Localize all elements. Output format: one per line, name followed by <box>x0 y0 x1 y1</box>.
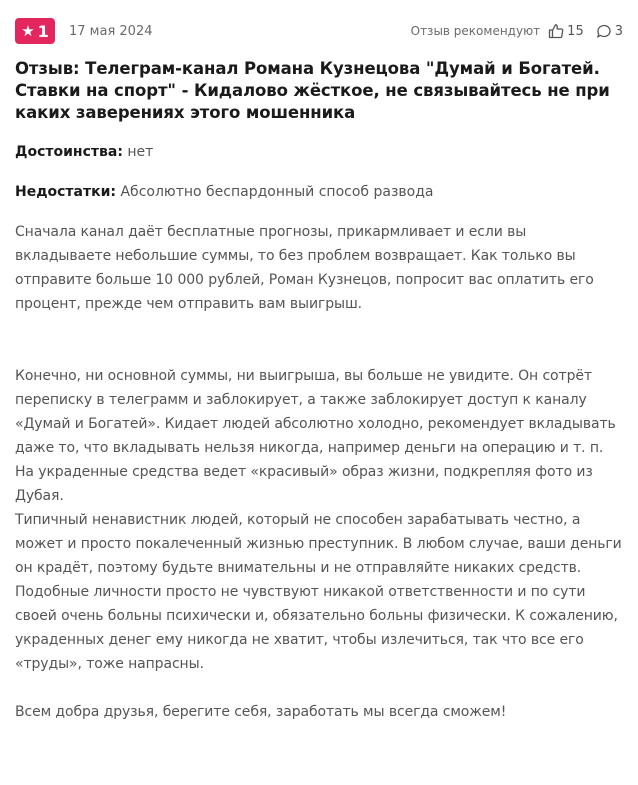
review-paragraph: Сначала канал даёт бесплатные прогнозы, прикармливает и если вы вкладываете небольшие суммы, то без проблем возвращает. Как только вы отправите больше 10 000 рублей, Роман Кузнецов, попросит вас оплатить его процент, прежде чем отправить вам выигрыш. <box>15 224 594 312</box>
pros-section <box>15 142 623 162</box>
pros-value: нет <box>127 144 154 160</box>
recommend-label: Отзыв рекомендуют <box>410 24 541 38</box>
review-card <box>15 18 623 724</box>
review-date: 17 мая 2024 <box>69 23 153 39</box>
comments-button[interactable] <box>596 23 623 39</box>
comments-count: 3 <box>614 23 623 39</box>
like-button[interactable] <box>548 23 584 39</box>
pros-label: Достоинства: <box>15 144 123 160</box>
review-body <box>15 220 623 724</box>
cons-value: Абсолютно беспардонный способ развода <box>120 184 434 200</box>
star-icon: ★ <box>21 21 35 40</box>
review-actions <box>411 23 623 39</box>
rating-value: 1 <box>37 21 49 41</box>
comment-icon <box>596 23 612 39</box>
rating-badge <box>15 18 55 44</box>
review-paragraph: Всем добра друзья, берегите себя, заработать мы всегда сможем! <box>15 704 507 720</box>
review-header <box>15 18 623 44</box>
review-paragraph: На украденные средства ведет «красивый» образ жизни, подкрепляя фото из Дубая. <box>15 464 593 504</box>
likes-count: 15 <box>567 23 584 39</box>
review-title: Отзыв: Телеграм-канал Романа Кузнецова "Думай и Богатей. Ставки на спорт" - Кидалово жёсткое, не связывайтесь не при каких заверениях этого мошенника <box>15 59 610 122</box>
review-paragraph: Подобные личности просто не чувствуют никакой ответственности и по сути своей очень больны психически и, обязательно больны физически. К сожалению, украденных денег ему никогда не хватит, чтобы излечиться, так что все его «труды», тоже напрасны. <box>15 584 618 672</box>
cons-label: Недостатки: <box>15 184 117 200</box>
cons-section <box>15 182 623 202</box>
review-paragraph: Конечно, ни основной суммы, ни выигрыша, вы больше не увидите. Он сотрёт переписку в телеграмм и заблокирует, а также заблокирует доступ к каналу «Думай и Богатей». Кидает людей абсолютно холодно, рекомендует вкладывать даже то, что вкладывать нельзя никогда, например деньги на операцию и т. п. <box>15 368 616 456</box>
thumbs-up-icon <box>548 23 564 39</box>
review-paragraph: Типичный ненавистник людей, который не способен зарабатывать честно, а может и просто покалеченный жизнью преступник. В любом случае, ваши деньги он крадёт, поэтому будьте внимательны и не отправляйте никаких средств. <box>15 512 622 576</box>
